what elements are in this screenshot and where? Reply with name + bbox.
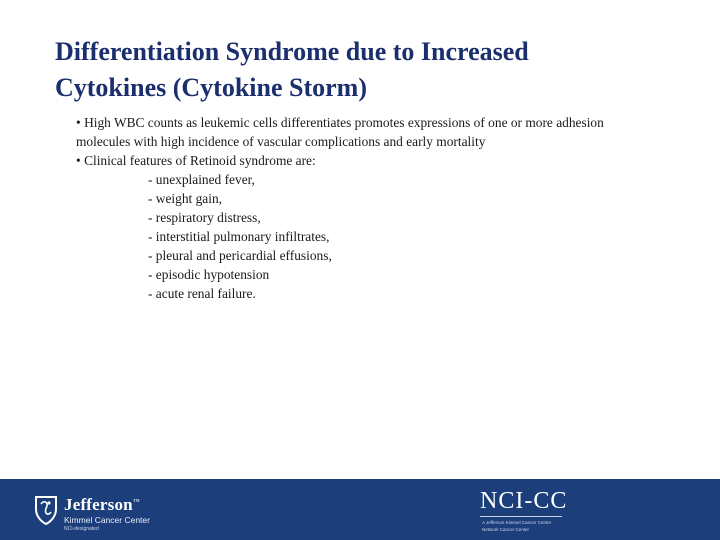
list-item: - respiratory distress,: [148, 210, 261, 225]
bullet-text: High WBC counts as leukemic cells differentiates promotes expressions of one or more adhesion molecules with high incidence of vascular complications and early mortality: [76, 115, 604, 149]
ncicc-fine-print: [482, 519, 551, 533]
list-item: - interstitial pulmonary infiltrates,: [148, 229, 330, 244]
jefferson-tagline: NCI-designated: [64, 526, 99, 532]
jefferson-subtitle: Kimmel Cancer Center: [64, 515, 150, 525]
bullet-marker: •: [76, 115, 81, 130]
slide-body: [76, 113, 636, 303]
clinical-features-list: [76, 170, 636, 303]
slide-title-line-1: Differentiation Syndrome due to Increased: [55, 37, 529, 66]
bullet-marker: •: [76, 153, 81, 168]
footer-bar: [0, 479, 720, 540]
list-item: - acute renal failure.: [148, 286, 256, 301]
list-item: - episodic hypotension: [148, 267, 270, 282]
ncicc-logo: [480, 489, 580, 534]
jefferson-logo: [34, 494, 184, 530]
list-item: - weight gain,: [148, 191, 223, 206]
list-item: - unexplained fever,: [148, 172, 255, 187]
slide-title-line-2: Cytokines (Cytokine Storm): [55, 73, 367, 102]
ncicc-divider: [480, 516, 562, 517]
bullet-text: Clinical features of Retinoid syndrome are:: [84, 153, 316, 168]
bullet-paragraph-1: [76, 113, 636, 151]
ncicc-fine-line-2: Network Cancer Center: [482, 527, 530, 532]
slide-title: [55, 34, 695, 106]
ncicc-fine-line-1: A Jefferson Kimmel Cancer Center: [482, 520, 552, 525]
trademark-mark: ™: [132, 497, 140, 506]
ncicc-mark: NCI-CC: [480, 488, 568, 514]
list-item: - pleural and pericardial effusions,: [148, 248, 332, 263]
jefferson-name: Jefferson™: [64, 495, 140, 514]
bullet-paragraph-2: [76, 151, 636, 170]
jefferson-shield-icon: [34, 495, 58, 525]
